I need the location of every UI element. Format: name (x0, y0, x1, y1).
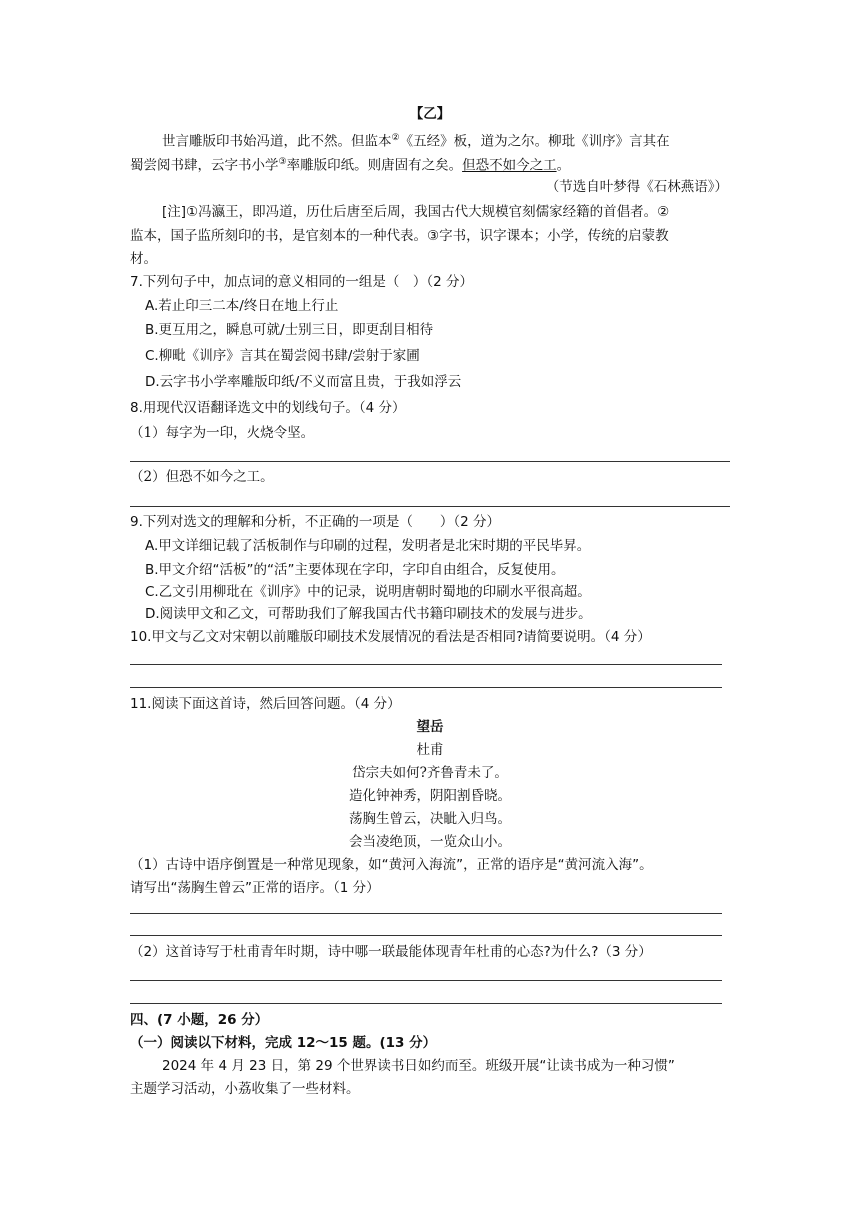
q7-option-c: C.柳毗《训序》言其在蜀尝阅书肆/尝射于家圃 (145, 348, 420, 364)
section-4-heading: 四、(7 小题，26 分） (130, 1012, 269, 1028)
q9-option-d: D.阅读甲文和乙文，可帮助我们了解我国古代书籍印刷技术的发展与进步。 (145, 606, 592, 622)
section-4-paragraph-line-1: 2024 年 4 月 23 日，第 29 个世界读书日如约而至。班级开展“让读书成为一种习惯” (162, 1058, 675, 1074)
q9-option-a: A.甲文详细记载了活板制作与印刷的过程，发明者是北宋时期的平民毕昇。 (145, 538, 591, 554)
q11-sub1-line-2: 请写出“荡胸生曾云”正常的语序。（1 分） (130, 880, 380, 896)
q9-stem: 9.下列对选文的理解和分析，不正确的一项是（ ）（2 分） (130, 514, 501, 530)
answer-line (130, 1003, 722, 1004)
section-4-subheading: （一）阅读以下材料，完成 12～15 题。(13 分） (130, 1035, 437, 1051)
q10-stem: 10.甲文与乙文对宋朝以前雕版印刷技术发展情况的看法是否相同?请简要说明。（4 分） (130, 629, 651, 645)
poem-line-1: 岱宗夫如何?齐鲁青未了。 (352, 765, 508, 781)
note-line-1: [注]①冯瀛王，即冯道，历仕后唐至后周，我国古代大规模官刻儒家经籍的首倡者。② (162, 204, 670, 220)
q11-sub2: （2）这首诗写于杜甫青年时期，诗中哪一联最能体现青年杜甫的心态?为什么?（3 分） (130, 944, 652, 960)
poem-line-2: 造化钟神秀，阴阳割昏晓。 (349, 788, 511, 804)
footnote-mark-2: ② (391, 133, 400, 143)
poem-line-3: 荡胸生曾云，决眦入归鸟。 (349, 811, 511, 827)
q9-option-b: B.甲文介绍“活板”的“活”主要体现在字印，字印自由组合，反复使用。 (145, 562, 565, 578)
answer-line (130, 980, 722, 981)
yi-paragraph-line-2: 蜀尝阅书肆，云字书小学③率雕版印纸。则唐固有之矣。但恐不如今之工。 (130, 157, 571, 174)
note-line-2: 监本，国子监所刻印的书，是官刻本的一种代表。③字书，识字课本；小学，传统的启蒙教 (130, 228, 669, 244)
poem-author: 杜甫 (416, 742, 444, 758)
yi-heading: 【乙】 (409, 106, 451, 122)
q8-sentence-2: （2）但恐不如今之工。 (130, 469, 274, 485)
q11-sub1-line-1: （1）古诗中语序倒置是一种常见现象，如“黄河入海流”，正常的语序是“黄河流入海”。 (130, 857, 653, 873)
answer-line (130, 913, 722, 914)
section-4-paragraph-line-2: 主题学习活动，小荔收集了一些材料。 (130, 1081, 360, 1097)
q9-option-c: C.乙文引用柳玭在《训序》中的记录，说明唐朝时蜀地的印刷水平很高超。 (145, 584, 591, 600)
source-citation: （节选自叶梦得《石林燕语》） (545, 179, 728, 195)
yi-paragraph-line-1: 世言雕版印书始冯道，此不然。但监本②《五经》板，道为之尔。柳玭《训序》言其在 (162, 133, 670, 150)
poem-title: 望岳 (416, 719, 444, 735)
q7-option-b: B.更互用之，瞬息可就/士别三日，即更刮目相待 (145, 322, 434, 338)
answer-line (130, 664, 722, 665)
footnote-mark-3: ③ (278, 157, 287, 167)
answer-line (130, 461, 730, 462)
underlined-sentence: 但恐不如今之工 (462, 157, 557, 174)
note-line-3: 材。 (130, 251, 157, 267)
q7-option-a: A.若止印三二本/终日在地上行止 (145, 298, 339, 314)
q8-stem: 8.用现代汉语翻译选文中的划线句子。（4 分） (130, 400, 406, 416)
answer-line (130, 687, 722, 688)
q7-stem: 7.下列句子中，加点词的意义相同的一组是（ ）（2 分） (130, 274, 474, 290)
poem-line-4: 会当凌绝顶，一览众山小。 (349, 834, 511, 850)
q11-stem: 11.阅读下面这首诗，然后回答问题。（4 分） (130, 696, 401, 712)
q8-sentence-1: （1）每字为一印，火烧令坚。 (130, 425, 315, 441)
q7-option-d: D.云字书小学率雕版印纸/不义而富且贵，于我如浮云 (145, 374, 462, 390)
answer-line (130, 935, 722, 936)
answer-line (130, 506, 730, 507)
